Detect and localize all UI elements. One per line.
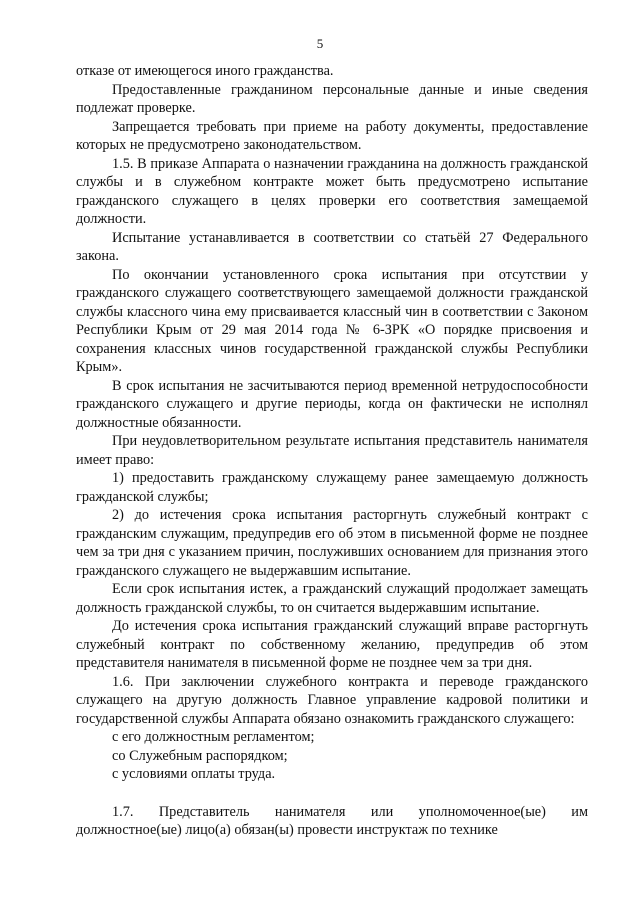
list-item-previous-position: 1) предоставить гражданскому служащему ранее замещаемую должность гражданской службы; — [76, 470, 588, 505]
paragraph-1-5-probation: 1.5. В приказе Аппарата о назначении гражданина на должность гражданской службы и в служебном контракте может быть предусмотрено испытание гражданского служащего в целях проверки его соответствия замещаемой должности. — [76, 155, 588, 227]
paragraph-probation-article-27: Испытание устанавливается в соответствии со статьёй 27 Федерального закона. — [76, 229, 588, 264]
page-number: 5 — [316, 36, 324, 51]
paragraph-documents-prohibition: Запрещается требовать при приеме на работу документы, предоставление которых не предусмотрено законодательством. — [76, 118, 588, 153]
paragraph-personal-data-check: Предоставленные гражданином персональные данные и иные сведения подлежат проверке. — [76, 81, 588, 116]
document-body — [76, 62, 588, 840]
list-item-service-schedule: со Служебным распорядком; — [112, 747, 288, 764]
paragraph-probation-exclusions: В срок испытания не засчитываются период временной нетрудоспособности гражданского служащего и другие периоды, когда он фактически не исполнял должностные обязанности. — [76, 377, 588, 431]
paragraph-1-7-briefing: 1.7. Представитель нанимателя или уполномоченное(ые) им должностное(ые) лицо(а) обязан(ы) провести инструктаж по технике — [76, 803, 588, 838]
paragraph-citizenship-end: отказе от имеющегося иного гражданства. — [76, 63, 334, 79]
paragraph-own-resignation: До истечения срока испытания гражданский служащий вправе расторгнуть служебный контракт по собственному желанию, предупредив об этом представителя нанимателя в письменной форме не позднее чем за три дня. — [76, 618, 588, 671]
list-item-job-regulations: с его должностным регламентом; — [112, 729, 315, 745]
paragraph-unsatisfactory-result: При неудовлетворительном результате испытания представитель нанимателя имеет право: — [76, 433, 588, 468]
paragraph-class-rank: По окончании установленного срока испытания при отсутствии у гражданского служащего соответствующего замещаемой должности гражданской службы классного чина ему присваивается классный чин в соответствии с Законом Республики Крым от 29 мая 2014 года № 6-ЗРК «О порядке присвоения и сохранения классных чинов государственной гражданской службы Республики Крым». — [76, 266, 588, 375]
paragraph-1-6-familiarization: 1.6. При заключении служебного контракта и переводе гражданского служащего на другую должность Главное управление кадровой политики и государственной службы Аппарата обязано ознакомить гражданского служащего: — [76, 673, 588, 727]
list-item-terminate-contract: 2) до истечения срока испытания расторгнуть служебный контракт с гражданским служащим, предупредив его об этом в письменной форме не позднее чем за три дня с указанием причин, послуживших основанием для признания этого гражданского служащего не выдержавшим испытание. — [76, 507, 588, 579]
paragraph-gap — [76, 784, 588, 803]
paragraph-probation-passed: Если срок испытания истек, а гражданский служащий продолжает замещать должность гражданской службы, то он считается выдержавшим испытание. — [76, 581, 588, 616]
list-item-pay-conditions: с условиями оплаты труда. — [112, 766, 276, 782]
